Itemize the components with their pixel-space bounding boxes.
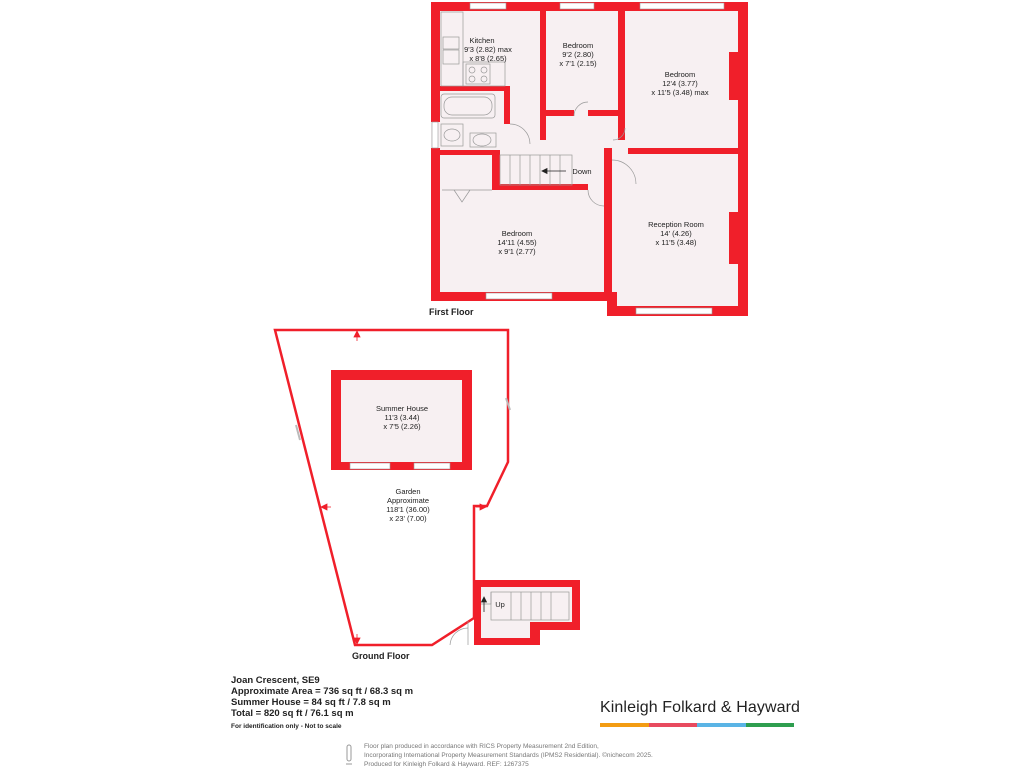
svg-text:Kitchen [469,36,494,45]
footer-line: Floor plan produced in accordance with RICS Property Measurement 2nd Edition, [364,743,599,750]
wall [474,580,481,645]
svg-text:x 8'8 (2.65) [469,54,507,63]
svg-text:14' (4.26) [660,229,692,238]
room-dim-bedroom-right: x 11'5 (3.48) max [651,88,709,97]
svg-text:Summer House [376,404,428,413]
svg-text:9'3 (2.82) max [464,45,512,54]
svg-text:9'2 (2.80) [562,50,594,59]
room-dim-summer-house: 11'3 (3.44) [384,413,420,422]
room-dim-garden: x 23' (7.00) [389,514,427,523]
brand-name: Kinleigh Folkard & Hayward [600,699,801,716]
summer-house-area: Summer House = 84 sq ft / 7.8 sq m [231,697,391,708]
svg-text:Garden [395,487,420,496]
room-label-bedroom-main: Bedroom [501,229,533,238]
window [470,3,506,9]
window [640,3,724,9]
room-label-kitchen: Kitchen [469,36,495,45]
wall [474,638,540,645]
footer-line: Incorporating International Property Measurement Standards (IPMS2 Residential). ©nichecom 2025. [364,752,653,759]
disclaimer: For identification only - Not to scale [231,723,342,730]
approximate-area: Approximate Area = 736 sq ft / 68.3 sq m [231,686,414,697]
window [486,293,552,299]
first-floor-plan [429,2,748,317]
room-dim-reception: 14' (4.26) [660,229,692,238]
address: Joan Crescent, SE9 [231,675,320,686]
svg-text:x 23' (7.00) [389,514,427,523]
room-label-summer-house: Summer House [375,404,429,413]
property-info [231,675,413,732]
svg-text:11'3 (3.44) [384,413,420,422]
room-dim-bedroom-main: x 9'1 (2.77) [498,247,536,256]
rics-stamp-icon [344,744,354,766]
room-dim-kitchen: 9'3 (2.82) max [464,45,512,54]
window [560,3,594,9]
floor-label-first: First Floor [429,307,474,317]
svg-text:Bedroom [563,41,593,50]
window [414,463,450,469]
wall [474,580,580,587]
window [350,463,390,469]
wall [738,2,748,316]
svg-text:12'4 (3.77) [662,79,698,88]
svg-text:x 7'5 (2.26) [383,422,421,431]
window [636,308,712,314]
room-label-garden: Approximate [386,496,430,505]
chimney-breast [729,52,739,100]
room-label-garden: Garden [395,487,421,496]
svg-text:x 9'1 (2.77) [498,247,536,256]
room-dim-bedroom-main: 14'11 (4.55) [497,238,537,247]
wall [440,150,500,155]
ground-floor-plan [275,330,580,661]
wall [440,86,508,91]
wall [431,148,440,301]
room-dim-reception: x 11'5 (3.48) [655,238,697,247]
svg-text:Approximate [387,496,429,505]
svg-text:x 11'5 (3.48) [656,238,697,247]
chimney-breast [729,212,739,264]
svg-text:First Floor [429,307,474,317]
window [432,122,438,148]
room-label-reception: Reception Room [648,220,704,229]
room-label-bedroom-small: Bedroom [562,41,594,50]
brand-bar-orange [600,723,649,727]
room-dim-bedroom-small: x 7'1 (2.15) [559,59,597,68]
brand-bar-red [649,723,698,727]
brand-color-bar [600,723,794,727]
wall [431,2,440,122]
room-dim-summer-house: x 7'5 (2.26) [383,422,421,431]
floor-label-ground: Ground Floor [352,651,410,661]
room-dim-garden: 118'1 (36.00) [386,505,430,514]
total-area: Total = 820 sq ft / 76.1 sq m [231,708,354,719]
room-dim-kitchen: x 8'8 (2.65) [469,54,507,63]
footer-line: Produced for Kinleigh Folkard & Hayward. REF: 1267375 [364,761,529,768]
wall [618,2,625,140]
wall [504,86,510,124]
svg-text:Reception Room [648,220,704,229]
stairs-label-down: Down [572,167,592,176]
wall [588,110,625,116]
footer-credits [364,742,653,769]
svg-text:Bedroom [502,229,532,238]
svg-text:118'1 (36.00) [386,505,430,514]
brand-bar-blue [697,723,746,727]
brand-bar-green [746,723,795,727]
wall [604,148,612,298]
agent-logo [600,699,800,727]
stairs-label-up: Up [495,600,505,609]
wall [628,148,748,154]
svg-text:14'11 (4.55) [497,238,537,247]
room-dim-bedroom-right: 12'4 (3.77) [662,79,698,88]
svg-text:Down [572,167,591,176]
svg-text:x 7'1 (2.15) [559,59,597,68]
svg-text:Bedroom [665,70,695,79]
svg-text:Up [495,600,505,609]
room-label-bedroom-right: Bedroom [664,70,696,79]
wall [392,462,412,470]
wall [540,110,574,116]
room-dim-bedroom-small: 9'2 (2.80) [562,50,594,59]
wall [540,2,546,140]
svg-text:Ground Floor [352,651,410,661]
svg-text:x 11'5 (3.48) max [651,88,708,97]
